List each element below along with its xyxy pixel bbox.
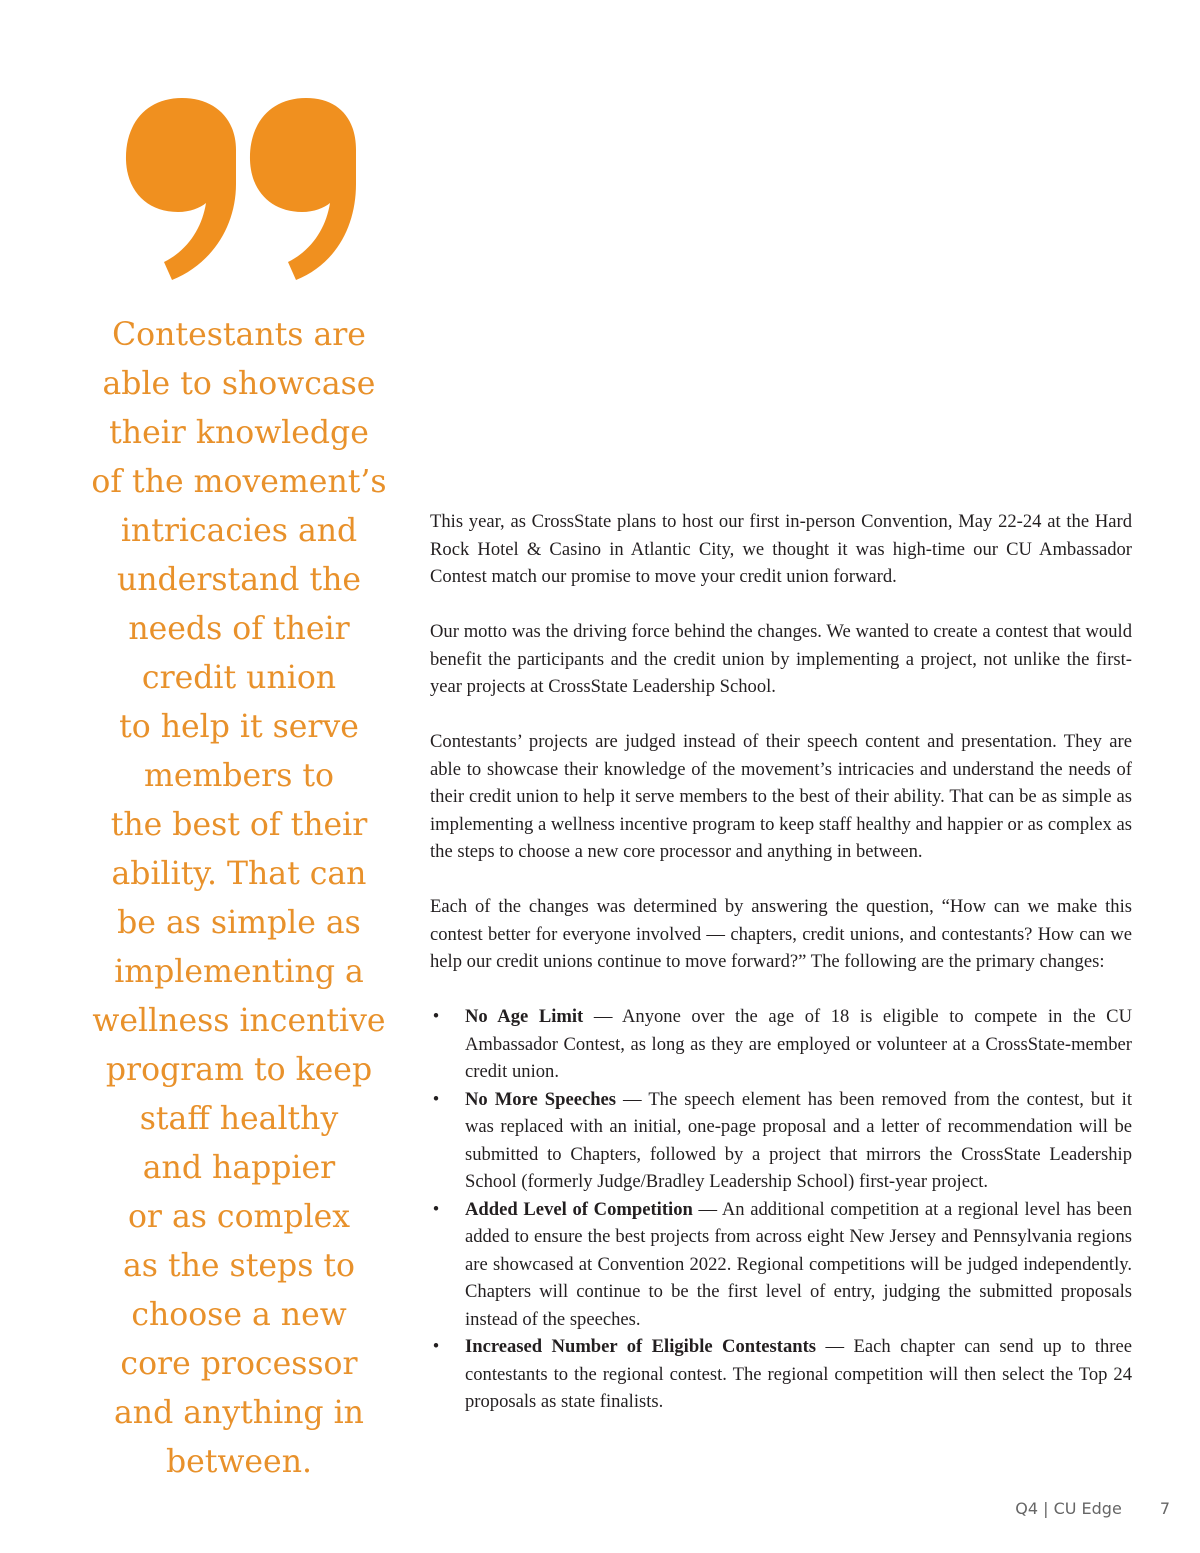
pull-quote-line: ability. That can [111, 856, 367, 892]
pull-quote-line: to help it serve [119, 709, 359, 745]
pull-quote-line: of the movement’s [91, 464, 387, 500]
list-item-title: Increased Number of Eligible Contestants [465, 1336, 817, 1357]
pull-quote-line: Contestants are [112, 317, 366, 353]
list-item [432, 1196, 1132, 1334]
pull-quote-line: and happier [142, 1150, 336, 1186]
bullet-icon: • [432, 1088, 440, 1110]
pull-quote-line: members to [143, 758, 335, 794]
changes-list [430, 1003, 1132, 1416]
pull-quote-line: core processor [120, 1346, 358, 1382]
page-number: 7 [1159, 1499, 1170, 1518]
list-item [432, 1333, 1132, 1416]
list-item-text: — The speech element has been removed from the contest, but it was replaced with an initial, one-page proposal and a letter of recommendation will be submitted to Chapters, followed by a project that mirrors the CrossState Leadership School (formerly Judge/Bradley Leadership School) first-year project. [465, 1088, 1132, 1192]
list-item-title: No More Speeches [465, 1088, 617, 1110]
list-item-text: — Anyone over the age of 18 is eligible to compete in the CU Ambassador Contest, as long as they are employed or volunteer at a CrossState-member credit union. [465, 1006, 1132, 1082]
pull-quote-line: between. [165, 1444, 312, 1480]
list-item-title: No Age Limit [465, 1006, 584, 1027]
pull-quote-line: program to keep [105, 1052, 373, 1088]
pull-quote-line: the best of their [110, 807, 368, 843]
article-paragraph: Each of the changes was determined by answering the question, “How can we make this contest better for everyone involved — chapters, credit unions, and contestants? How can we help our credit unions continue to move forward?” The following are the primary changes: [430, 896, 1132, 972]
article-body [430, 508, 1132, 1416]
pull-quote-line: credit union [141, 660, 337, 696]
pull-quote-line: understand the [116, 562, 362, 598]
pull-quote-line: and anything in [114, 1395, 364, 1431]
article-paragraph: Our motto was the driving force behind the changes. We wanted to create a contest that would benefit the participants and the credit union by implementing a project, not unlike the first-year projects at CrossState Leadership School. [430, 621, 1132, 697]
pull-quote [72, 311, 406, 1487]
list-item-title: Added Level of Competition [465, 1198, 693, 1220]
pull-quote-line: or as complex [127, 1199, 351, 1235]
bullet-icon: • [432, 1198, 440, 1220]
list-item [432, 1086, 1132, 1196]
pull-quote-line: implementing a [114, 954, 364, 990]
quotation-mark-icon [120, 88, 360, 283]
pull-quote-line: as the steps to [123, 1248, 355, 1284]
list-item-text: — Each chapter can send up to three contestants to the regional contest. The regional competition will then select the Top 24 proposals as state finalists. [465, 1336, 1132, 1412]
bullet-icon: • [432, 1006, 440, 1027]
pull-quote-line: staff healthy [139, 1101, 339, 1137]
list-item [432, 1003, 1132, 1086]
pull-quote-line: their knowledge [109, 415, 369, 451]
pull-quote-line: needs of their [128, 611, 350, 647]
pull-quote-line: wellness incentive [92, 1003, 386, 1039]
list-item-text: — An additional competition at a regional level has been added to ensure the best projects from across eight New Jersey and Pennsylvania regions are showcased at Convention 2022. Regional competitions will be judged independently. Chapters will continue to be the first level of entry, judging the submitted proposals instead of the speeches. [465, 1198, 1132, 1330]
pull-quote-line: intricacies and [120, 513, 358, 549]
article-paragraph: Contestants’ projects are judged instead of their speech content and presentation. They are able to showcase their knowledge of the movement’s intricacies and understand the needs of their credit union to help it serve members to the best of their ability. That can be as simple as implementing a wellness incentive program to keep staff healthy and happier or as complex as the steps to choose a new core processor and anything in between. [430, 731, 1132, 862]
pull-quote-line: be as simple as [117, 905, 361, 941]
article-paragraph: This year, as CrossState plans to host our first in-person Convention, May 22-24 at the Hard Rock Hotel & Casino in Atlantic City, we thought it was high-time our CU Ambassador Contest match our promise to move your credit union forward. [430, 511, 1132, 587]
pull-quote-line: able to showcase [102, 366, 376, 402]
pull-quote-line: choose a new [131, 1297, 347, 1333]
issue-label: Q4 | CU Edge [1015, 1499, 1122, 1518]
page-footer [1015, 1499, 1170, 1518]
bullet-icon: • [432, 1336, 440, 1357]
